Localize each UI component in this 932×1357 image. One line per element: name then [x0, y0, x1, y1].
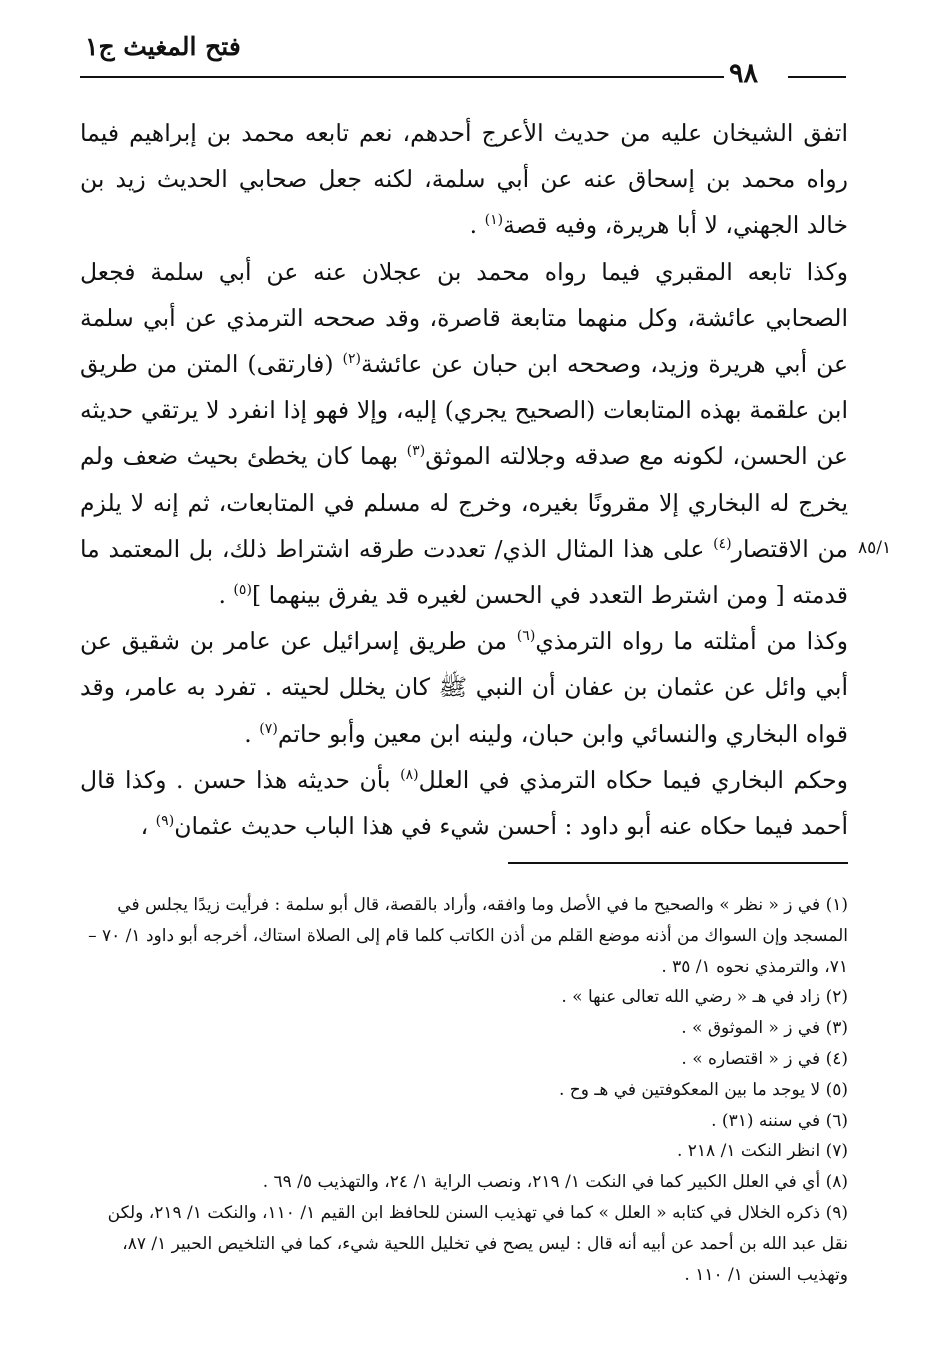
main-text: [80, 110, 848, 849]
footnote: (٩) ذكره الخلال في كتابه « العلل » كما في تهذيب السنن للحافظ ابن القيم ١/ ١١٠، والنكت ١/ ٢١٩، ولكن نقل عبد الله بن أحمد عن أبيه أنه قال : ليس يصح في تخليل اللحية شيء، كما في التلخيص الحبير ١/ ٨٧، وتهذيب السنن ١/ ١١٠ .: [107, 1202, 848, 1285]
paragraph: [80, 757, 848, 849]
footnote-ref: (٣): [406, 443, 426, 460]
text-run: .: [244, 719, 260, 748]
footnote-ref: (٤): [713, 536, 732, 552]
footnote-ref: (١): [484, 212, 504, 229]
footnote-ref: (٨): [400, 767, 419, 784]
text-run: .: [469, 211, 485, 240]
footnote-ref: (٩): [155, 813, 175, 830]
text-run: اتفق الشيخان عليه من حديث الأعرج أحدهم، نعم تابعه محمد بن إبراهيم فيما رواه محمد بن إسحاق عنه عن أبي سلمة، لكنه جعل صحابي الحديث زيد بن خالد الجهني، لا أبا هريرة، وفيه قصة: [80, 119, 848, 240]
text-run: على هذا المثال الذي/ تعددت طرقه اشتراط ذلك، بل المعتمد ما قدمته [ ومن اشترط التعدد في الحسن لغيره قد يفرق بينهما ]: [80, 534, 848, 610]
footnote: (١) في ز « نظر » والصحيح ما في الأصل وما وافقه، وأراد بالقصة، قال أبو سلمة : فرأيت زيدًا يجلس في المسجد وإن السواك من أذنه موضع القلم من أذن الكاتب كلما قام إلى الصلاة استاك، أخرجه أبو داود ١/ ٧٠ – ٧١، والترمذي نحوه ١/ ٣٥ .: [88, 895, 848, 977]
text-run: وحكم البخاري فيما حكاه الترمذي في العلل: [418, 765, 848, 794]
page-header: [0, 0, 932, 100]
footnote: (٥) لا يوجد ما بين المعكوفتين في هـ وح .: [558, 1079, 848, 1100]
header-rule: [80, 76, 724, 78]
footnote-ref: (٦): [516, 628, 536, 645]
footnotes: [80, 890, 848, 1290]
page-number: ٩٨: [729, 58, 759, 89]
footnote: (٦) في سننه (٣١) .: [711, 1110, 848, 1131]
paragraph: [80, 249, 848, 619]
text-run: وكذا تابعه المقبري فيما رواه محمد بن عجلان عنه عن أبي سلمة فجعل الصحابي عائشة، وكل منهما متابعة قاصرة، وقد صححه الترمذي عن أبي سلمة عن أبي هريرة وزيد، وصححه ابن حبان عن عائشة: [80, 257, 848, 379]
text-run: .: [218, 581, 234, 610]
text-run: بأن حديثه هذا حسن . وكذا قال أحمد فيما حكاه عنه أبو داود : أحسن شيء في هذا الباب حديث عثمان: [80, 765, 848, 841]
footnote: (٤) في ز « اقتصاره » .: [681, 1048, 848, 1069]
footnote: (٣) في ز « الموثوق » .: [681, 1018, 848, 1039]
text-run: من طريق إسرائيل عن عامر بن شقيق عن أبي وائل عن عثمان بن عفان أن النبي ﷺ كان يخلل لحيته . تفرد به عامر، وقد قواه البخاري والنسائي وابن حبان، ولينه ابن معين وأبو حاتم: [80, 627, 848, 748]
footnote-ref: (٢): [342, 351, 362, 368]
footnote-ref: (٥): [233, 582, 252, 599]
book-title: فتح المغيث ج١: [85, 32, 241, 61]
footnote: (٧) انظر النكت ١/ ٢١٨ .: [676, 1141, 848, 1162]
paragraph: [80, 618, 848, 757]
text-run: (فارتقى) المتن من طريق ابن علقمة بهذه المتابعات (الصحيح يجري) إليه، وإلا فهو إذا انفرد لا يرتقي حديثه عن الحسن، لكونه مع صدقه وجلالته الموثق: [80, 350, 848, 471]
page-number-rule: [788, 76, 846, 78]
text-run: بهما كان يخطئ بحيث ضعف ولم يخرج له البخاري إلا مقرونًا بغيره، وخرج له مسلم في المتابعات، ثم إنه لا يلزم من الاقتصار: [80, 442, 848, 563]
margin-folio-reference: ٨٥/١: [858, 538, 892, 558]
footnote-ref: (٧): [259, 720, 278, 737]
paragraph: [80, 110, 848, 249]
text-run: وكذا من أمثلته ما رواه الترمذي: [535, 627, 848, 656]
footnote: (٨) أي في العلل الكبير كما في النكت ١/ ٢١٩، ونصب الراية ١/ ٢٤، والتهذيب ٥/ ٦٩ .: [262, 1172, 848, 1193]
footnote-separator: [508, 862, 848, 864]
text-run: ،: [140, 812, 156, 841]
footnote: (٢) زاد في هـ « رضي الله تعالى عنها » .: [561, 987, 848, 1008]
